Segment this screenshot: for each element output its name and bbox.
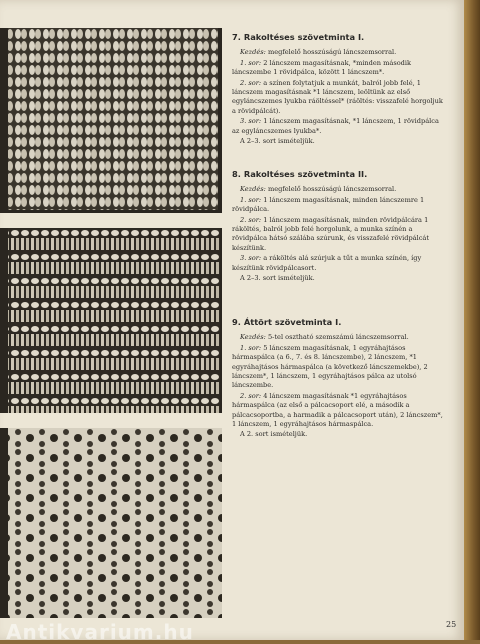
crochet-texture-3 <box>0 428 222 618</box>
paragraph: 2. sor: 4 láncszem magasításnak *1 egyráhajtásos hármaspálca (az első a pálcacsoport elé, a második a pálcacsoportba, a harmadik a pálcacsoport után), 2 láncszem*, 1 láncszem, 1 egyráhajtásos hármaspálca. <box>232 391 443 429</box>
paragraph: Kezdés: megfelelő hosszúságú láncszemsorral. <box>240 185 397 194</box>
section-9 <box>232 318 448 441</box>
paragraph: 1. sor: 1 láncszem magasításnak, minden láncszemre 1 rövidpálca. <box>232 195 425 214</box>
paragraph: 1. sor: 2 láncszem magasításnak, *minden második láncszembe 1 rövidpálca, között 1 láncszem*. <box>232 58 412 77</box>
paragraph: Kezdés: 5-tel osztható szemszámú láncszemsorral. <box>240 333 409 342</box>
paragraph: 2. sor: 1 láncszem magasításnak, minden rövidpálcára 1 ráköltés, balról jobb felé horgolunk, a munka színén a rövidpálca hátsó szálába szúrunk, és visszafelé rövidpálcát készítünk. <box>232 215 429 252</box>
crochet-texture-2 <box>0 228 222 413</box>
section-7 <box>232 33 448 147</box>
watermark: Antikvarium.hu <box>6 620 194 644</box>
paragraph: Kezdés: megfelelő hosszúságú láncszemsorral. <box>240 48 397 57</box>
section-title: 8. Rakoltéses szövetminta II. <box>232 169 368 179</box>
paragraph: A 2. sort ismételjük. <box>240 430 308 439</box>
stitch-sample-photo-2 <box>0 228 222 413</box>
section-title: 9. Áttört szövetminta I. <box>232 317 342 327</box>
section-title: 7. Rakoltéses szövetminta I. <box>232 32 365 42</box>
crochet-texture-1 <box>0 28 222 213</box>
book-cover-edge <box>464 0 480 640</box>
paragraph: 3. sor: 1 láncszem magasításnak, *1 láncszem, 1 rövidpálca az egyláncszemes lyukba*. <box>232 117 439 135</box>
page-number: 25 <box>446 620 457 629</box>
stitch-sample-photo-3 <box>0 428 222 618</box>
paragraph: 1. sor: 5 láncszem magasításnak, 1 egyráhajtásos hármaspálca (a 6., 7. és 8. láncszembe), 2 láncszem, *1 egyráhajtásos hármaspálca (a következő láncszemekbe), 2 láncszem*, 1 láncszem, 1 egyráhajtásos pálca az utolsó láncszembe. <box>232 343 428 390</box>
paragraph: A 2–3. sort ismételjük. <box>240 274 315 283</box>
section-8 <box>232 170 448 284</box>
paragraph: A 2–3. sort ismételjük. <box>240 137 315 146</box>
paragraph: 2. sor: a színen folytatjuk a munkát, balról jobb felé, 1 láncszem magasításnak *1 láncszem, leöltünk az első egyláncszemes lyukba ráöltéssel* (ráöltés: visszafelé horgoljuk a rövidpálcát). <box>232 78 443 115</box>
stitch-sample-photo-1 <box>0 28 222 213</box>
paragraph: 3. sor: a ráköltés alá szúrjuk a tűt a munka színén, így készítünk rövidpálcasort. <box>232 254 422 272</box>
